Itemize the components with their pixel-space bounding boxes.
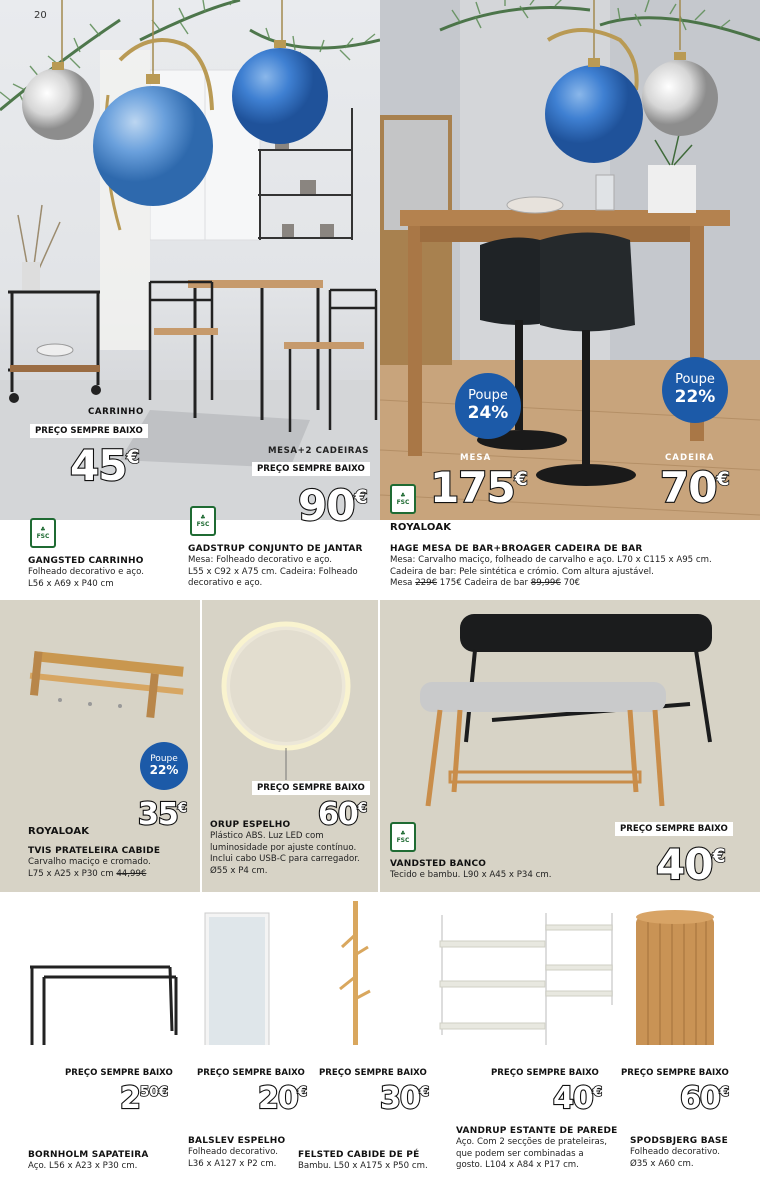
carrinho-jantar-photo [0,0,380,520]
orup-info [210,820,380,878]
vandsted-badge: PREÇO SEMPRE BAIXO [615,822,733,836]
tvis-poupe-badge [140,742,188,790]
fsc-logo: ♣ FSC [30,518,56,548]
fsc-logo: ♣ FSC [390,484,416,514]
vandsted-desc-1: Tecido e bambu. L90 x A45 x P34 cm. [390,870,552,881]
bornholm-price: $2^{50€}$ [120,1081,169,1116]
balslev-price: 20€ [258,1081,308,1116]
bornholm-desc-1: Aço. L56 x A23 x P30 cm. [28,1161,138,1172]
hage-title: HAGE MESA DE BAR+BROAGER CADEIRA DE BAR [390,544,643,554]
bench-illustration [380,600,760,820]
balslev-info [188,1136,298,1170]
tvis-title: TVIS PRATELEIRA CABIDE [28,846,161,856]
jantar-price: 90€ [298,481,368,530]
felsted-title: FELSTED CABIDE DE PÉ [298,1150,420,1160]
cadeira-price: 70€ [660,463,730,512]
cadeira-poupe-badge [662,357,728,423]
felsted-desc-1: Bambu. L50 x A175 x P50 cm. [298,1161,428,1172]
mesa-poupe-pct: 24% [467,402,509,423]
tvis-price: 35€ [138,797,188,832]
balslev-desc-1: Folheado decorativo. [188,1147,278,1158]
coat-rack-shelf-illustration [0,600,200,750]
felsted-price: 30€ [380,1081,430,1116]
carrinho-desc-2: L56 x A69 x P40 cm [28,578,114,589]
tvis-poupe-word: Poupe [150,753,178,764]
mesa-label: MESA [460,453,492,463]
tvis-poupe-pct: 22% [149,763,179,778]
felsted-info [298,1150,448,1173]
orup-title: ORUP ESPELHO [210,820,291,830]
orup-desc-2: luminosidade por ajuste contínuo. [210,842,357,853]
spodsbjerg-title: SPODSBJERG BASE [630,1136,728,1146]
vandrup-badge: PREÇO SEMPRE BAIXO [486,1066,604,1080]
orup-desc-3: Inclui cabo USB-C para carregador. [210,854,360,865]
jantar-desc-1: Mesa: Folheado decorativo e aço. [188,555,333,566]
balslev-desc-2: L36 x A127 x P2 cm. [188,1158,277,1169]
tvis-desc-1: Carvalho maciço e cromado. [28,857,151,868]
bar-scene-illustration [380,0,760,520]
carrinho-desc-1: Folheado decorativo e aço. [28,567,144,578]
orup-price: 60€ [318,797,368,832]
vandrup-info [456,1126,626,1172]
spodsbjerg-price: 60€ [680,1081,730,1116]
carrinho-info [28,556,188,590]
spodsbjerg-desc-1: Folheado decorativo. [630,1147,720,1158]
bornholm-badge: PREÇO SEMPRE BAIXO [60,1066,178,1080]
vandsted-price: 40€ [656,840,726,889]
balslev-title: BALSLEV ESPELHO [188,1136,286,1146]
felsted-badge: PREÇO SEMPRE BAIXO [314,1066,432,1080]
vandsted-info [390,859,630,882]
mesa-poupe-badge [455,373,521,439]
cadeira-poupe-word: Poupe [675,371,715,387]
hage-desc-1: Mesa: Carvalho maciço, folheado de carvalho e aço. L70 x C115 x A95 cm. [390,555,712,566]
bornholm-title: BORNHOLM SAPATEIRA [28,1150,149,1160]
jantar-desc-3: decorativo e aço. [188,578,263,589]
carrinho-title: GANGSTED CARRINHO [28,556,144,566]
vandsted-title: VANDSTED BANCO [390,859,487,869]
carrinho-badge: PREÇO SEMPRE BAIXO [30,424,148,438]
kitchen-scene-illustration [0,0,380,520]
balslev-badge: PREÇO SEMPRE BAIXO [192,1066,310,1080]
hage-desc-2: Cadeira de bar: Pele sintética e crómio. Com altura ajustável. [390,566,654,577]
page-number: 20 [34,10,47,21]
spodsbjerg-badge: PREÇO SEMPRE BAIXO [616,1066,734,1080]
jantar-info [188,544,378,590]
spodsbjerg-desc-2: Ø35 x A60 cm. [630,1158,694,1169]
vandrup-desc-2: que podem ser combinadas a [456,1148,584,1159]
fsc-logo: ♣ FSC [390,822,416,852]
royaloak-logo: ROYALOAK [28,826,90,837]
vandrup-price: 40€ [553,1081,603,1116]
fsc-logo: ♣ FSC [190,506,216,536]
orup-desc-1: Plástico ABS. Luz LED com [210,831,324,842]
cadeira-poupe-pct: 22% [674,386,716,407]
vandrup-desc-3: gosto. L104 x A84 x P17 cm. [456,1160,579,1171]
tvis-info [28,846,198,880]
led-mirror-illustration [202,600,378,780]
mesa-price: 175€ [430,463,528,512]
hage-photo [380,0,760,520]
bottom-products-illustrations [0,895,760,1045]
jantar-top-label: MESA+2 CADEIRAS [268,446,370,456]
carrinho-price: 45€ [70,441,140,490]
spodsbjerg-info [630,1136,758,1170]
vandrup-desc-1: Aço. Com 2 secções de prateleiras, [456,1137,608,1148]
carrinho-top-label: CARRINHO [88,407,144,417]
royaloak-logo: ROYALOAK [390,522,452,533]
jantar-desc-2: L55 x C92 x A75 cm. Cadeira: Folheado [188,566,358,577]
vandrup-title: VANDRUP ESTANTE DE PAREDE [456,1126,618,1136]
cadeira-label: CADEIRA [665,453,715,463]
mesa-poupe-word: Poupe [468,387,508,403]
orup-desc-4: Ø55 x P4 cm. [210,866,268,877]
jantar-badge: PREÇO SEMPRE BAIXO [252,462,370,476]
tvis-desc-2: L75 x A25 x P30 cm 44,99€ [28,868,147,879]
bornholm-info [28,1150,188,1173]
hage-desc-3: Mesa 229€ 175€ Cadeira de bar 89,99€ 70€ [390,578,581,589]
orup-badge: PREÇO SEMPRE BAIXO [252,781,370,795]
hage-info [390,544,758,590]
jantar-title: GADSTRUP CONJUNTO DE JANTAR [188,544,363,554]
